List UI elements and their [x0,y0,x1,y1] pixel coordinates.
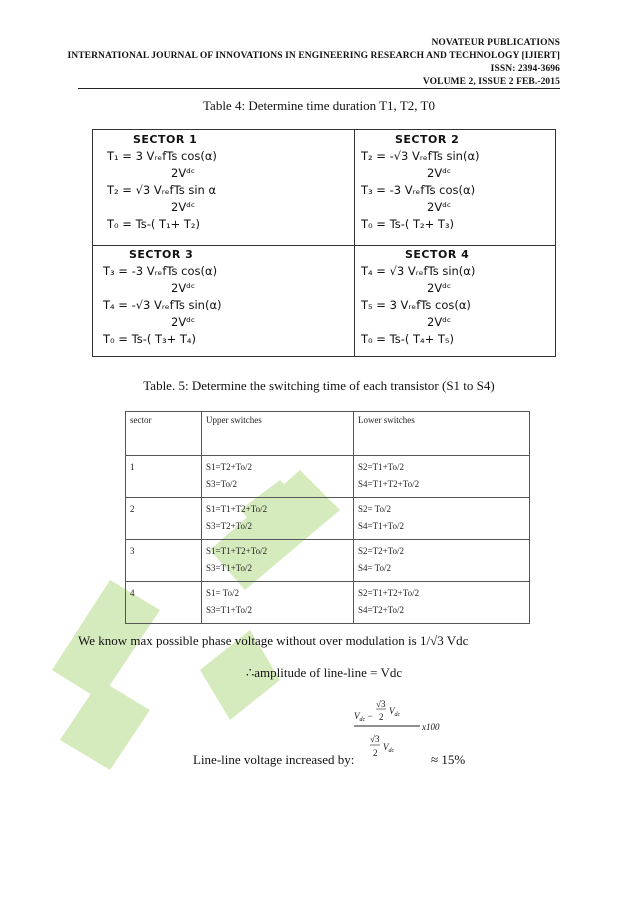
table5-header-lower: Lower switches [354,412,530,456]
table5-header-upper: Upper switches [202,412,354,456]
increase-label: Line-line voltage increased by: [193,752,355,767]
sector3-den2: 2Vᵈᶜ [171,315,196,329]
sector1-eq2: T₂ = √3 VᵣₑfTs sin α [107,183,217,197]
table5-header-sector: sector [126,412,202,456]
sector2-eq3: T₀ = Ts-( T₂+ T₃) [361,217,455,231]
sector4-eq1: T₄ = √3 VᵣₑfTs sin(α) [361,264,476,278]
formula-vdc-left: $V_{dc}$ [354,711,366,723]
sector4-eq2: T₅ = 3 VᵣₑfTs cos(α) [361,298,471,312]
table-row [126,582,530,624]
table5-cell-lower: S2=T1+T2+To/2 S4=T2+To/2 [354,582,530,624]
formula-two-num: 2 [379,712,384,722]
sector4-den1: 2Vᵈᶜ [427,281,452,295]
sector1-eq1: T₁ = 3 VᵣₑfTs cos(α) [107,149,217,163]
sector3-eq2: T₄ = -√3 VᵣₑfTs sin(α) [103,298,222,312]
formula-sqrt3-den: √3 [370,734,380,744]
sector3-title: SECTOR 3 [129,248,194,261]
sector2-title: SECTOR 2 [395,133,460,146]
table5-cell-sector: 3 [126,540,202,582]
max-phase-text: We know max possible phase voltage without over modulation is 1/√3 Vdc [78,633,469,648]
table5-cell-lower: S2= To/2 S4=T1+To/2 [354,498,530,540]
formula-minus: − [367,711,374,721]
table-row [126,456,530,498]
header-publisher: NOVATEUR PUBLICATIONS [431,38,560,48]
amplitude-text: ∴amplitude of line-line = Vdc [246,665,403,680]
sector2-eq2: T₃ = -3 VᵣₑfTs cos(α) [361,183,476,197]
formula-vdc-den: $V_{dc}$ [383,742,395,754]
sector3-den1: 2Vᵈᶜ [171,281,196,295]
header-rule [78,88,560,89]
formula-vdc-right: $V_{dc}$ [389,706,401,718]
table4-caption: Table 4: Determine time duration T1, T2, T0 [203,98,435,113]
header-volume: VOLUME 2, ISSUE 2 FEB.-2015 [422,77,560,87]
header-issn: ISSN: 2394-3696 [490,64,560,74]
table5-cell-upper: S1=T1+T2+To/2 S3=T1+To/2 [202,540,354,582]
sector3-eq1: T₃ = -3 VᵣₑfTs cos(α) [103,264,218,278]
increase-value: ≈ 15% [431,752,466,767]
header-journal: INTERNATIONAL JOURNAL OF INNOVATIONS IN ENGINEERING RESEARCH AND TECHNOLOGY [IJIERT] [67,51,560,61]
table5-caption: Table. 5: Determine the switching time of each transistor (S1 to S4) [143,378,495,393]
sector4-eq3: T₀ = Ts-( T₄+ T₅) [361,332,455,346]
sector1-title: SECTOR 1 [133,133,198,146]
table5 [125,411,530,624]
table5-cell-sector: 1 [126,456,202,498]
sector3-eq3: T₀ = Ts-( T₃+ T₄) [103,332,197,346]
table-row [126,540,530,582]
table5-cell-lower: S2=T1+To/2 S4=T1+T2+To/2 [354,456,530,498]
sector4-den2: 2Vᵈᶜ [427,315,452,329]
table5-cell-upper: S1= To/2 S3=T1+To/2 [202,582,354,624]
table5-cell-upper: S1=T2+To/2 S3=To/2 [202,456,354,498]
sector1-eq3: T₀ = Ts-( T₁+ T₂) [107,217,201,231]
table5-cell-sector: 4 [126,582,202,624]
table5-header-row [126,412,530,456]
sector1-den1: 2Vᵈᶜ [171,166,196,180]
sector2-eq1: T₂ = -√3 VᵣₑfTs sin(α) [361,149,480,163]
table5-cell-lower: S2=T2+To/2 S4= To/2 [354,540,530,582]
table5-cell-sector: 2 [126,498,202,540]
table-row [126,498,530,540]
sector1-den2: 2Vᵈᶜ [171,200,196,214]
sector4-title: SECTOR 4 [405,248,470,261]
sector2-den2: 2Vᵈᶜ [427,200,452,214]
formula-sqrt3-num: √3 [376,699,386,709]
sector2-den1: 2Vᵈᶜ [427,166,452,180]
formula-times-100: x100 [422,722,440,732]
table4 [92,129,556,357]
table5-cell-upper: S1=T1+T2+To/2 S3=T2+To/2 [202,498,354,540]
table4-vertical-divider [354,130,355,356]
table4-horizontal-divider [93,245,555,246]
formula-two-den: 2 [373,748,378,758]
